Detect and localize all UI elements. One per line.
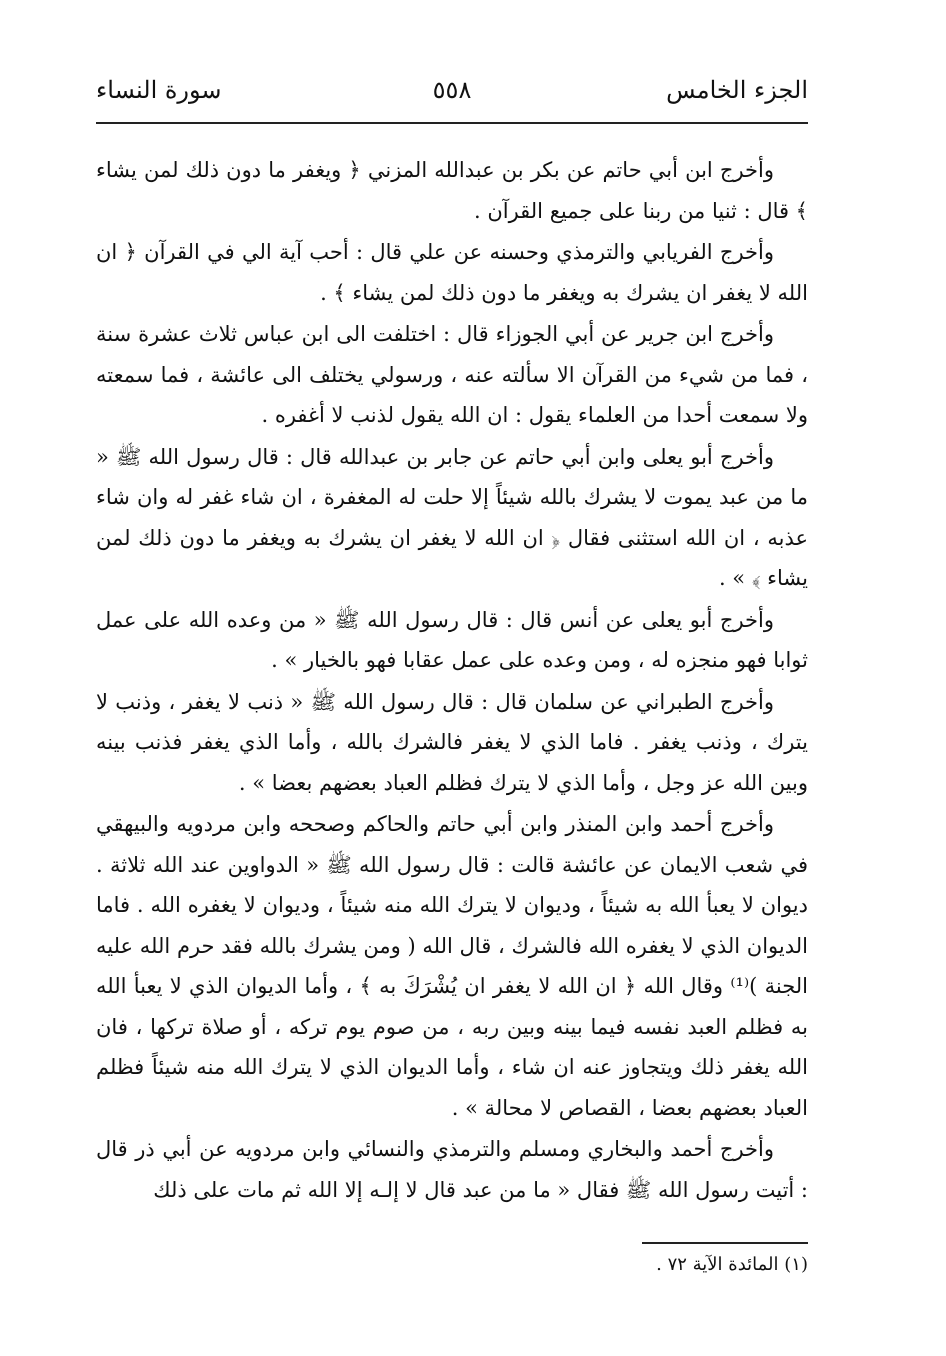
paragraph: وأخرج أبو يعلى وابن أبي حاتم عن جابر بن عبدالله قال : قال رسول الله ﷺ « ما من عبد يموت لا يشرك بالله شيئاً إلا حلت له المغفرة ، ان شاء غفر له وان شاء عذبه ، ان الله استثنى فقال ﴿ ان الله لا يغفر ان يشرك به ويغفر ما دون ذلك لمن يشاء ﴾ » . bbox=[96, 444, 808, 590]
paragraph: وأخرج أحمد والبخاري ومسلم والترمذي والنسائي وابن مردويه عن أبي ذر قال : أتيت رسول الله ﷺ فقال « ما من عبد قال لا إلـه إلا الله ثم مات على ذلك bbox=[96, 1137, 808, 1202]
paragraph: وأخرج ابن جرير عن أبي الجوزاء قال : اختلفت الى ابن عباس ثلاث عشرة سنة ، فما من شيء من القرآن الا سألته عنه ، ورسولي يختلف الى عائشة ، فما سمعته ولا سمعت أحدا من العلماء يقول : ان الله يقول لذنب لا أغفره . bbox=[96, 322, 808, 427]
page-body bbox=[96, 150, 808, 1211]
paragraph: وأخرج ابن أبي حاتم عن بكر بن عبدالله المزني ﴿ ويغفر ما دون ذلك لمن يشاء ﴾ قال : ثنيا من ربنا على جميع القرآن . bbox=[96, 158, 808, 223]
footnote: (١) المائدة الآية ٧٢ . bbox=[656, 1254, 808, 1275]
footnote-rule bbox=[642, 1242, 808, 1244]
paragraph: وأخرج الفريابي والترمذي وحسنه عن علي قال : أحب آية الي في القرآن ﴿ ان الله لا يغفر ان يشرك به ويغفر ما دون ذلك لمن يشاء ﴾ . bbox=[96, 240, 808, 305]
paragraph: وأخرج أبو يعلى عن أنس قال : قال رسول الله ﷺ « من وعده الله على عمل ثوابا فهو منجزه له ، ومن وعده على عمل عقابا فهو بالخيار » . bbox=[96, 607, 808, 672]
page-header bbox=[96, 70, 808, 116]
paragraph: وأخرج أحمد وابن المنذر وابن أبي حاتم والحاكم وصححه وابن مردويه والبيهقي في شعب الايمان عن عائشة قالت : قال رسول الله ﷺ « الدواوين عند الله ثلاثة . ديوان لا يعبأ الله به شيئاً ، وديوان لا يترك الله منه شيئاً ، وديوان لا يغفره الله . فاما الديوان الذي لا يغفره الله فالشرك ، قال الله ( ومن يشرك بالله فقد حرم الله عليه الجنة )⁽¹⁾ وقال الله ﴿ ان الله لا يغفر ان يُشْرَكَ به ﴾ ، وأما الديوان الذي لا يعبأ الله به فظلم العبد نفسه فيما بينه وبين ربه ، من صوم يوم تركه ، أو صلاة تركها ، فان الله يغفر ذلك ويتجاوز عنه ان شاء ، وأما الديوان الذي لا يترك الله منه شيئاً فظلم العباد بعضهم بعضا ، القصاص لا محالة » . bbox=[96, 812, 808, 1120]
surah-label: سورة النساء bbox=[96, 76, 222, 104]
page-number: ٥٥٨ bbox=[432, 76, 472, 104]
paragraph: وأخرج الطبراني عن سلمان قال : قال رسول الله ﷺ « ذنب لا يغفر ، وذنب لا يترك ، وذنب يغفر . فاما الذي لا يغفر فالشرك بالله ، وأما الذي يغفر فذنب بينه وبين الله عز وجل ، وأما الذي لا يترك فظلم العباد بعضهم بعضا » . bbox=[96, 689, 808, 795]
part-label: الجزء الخامس bbox=[666, 76, 808, 104]
header-rule bbox=[96, 122, 808, 124]
